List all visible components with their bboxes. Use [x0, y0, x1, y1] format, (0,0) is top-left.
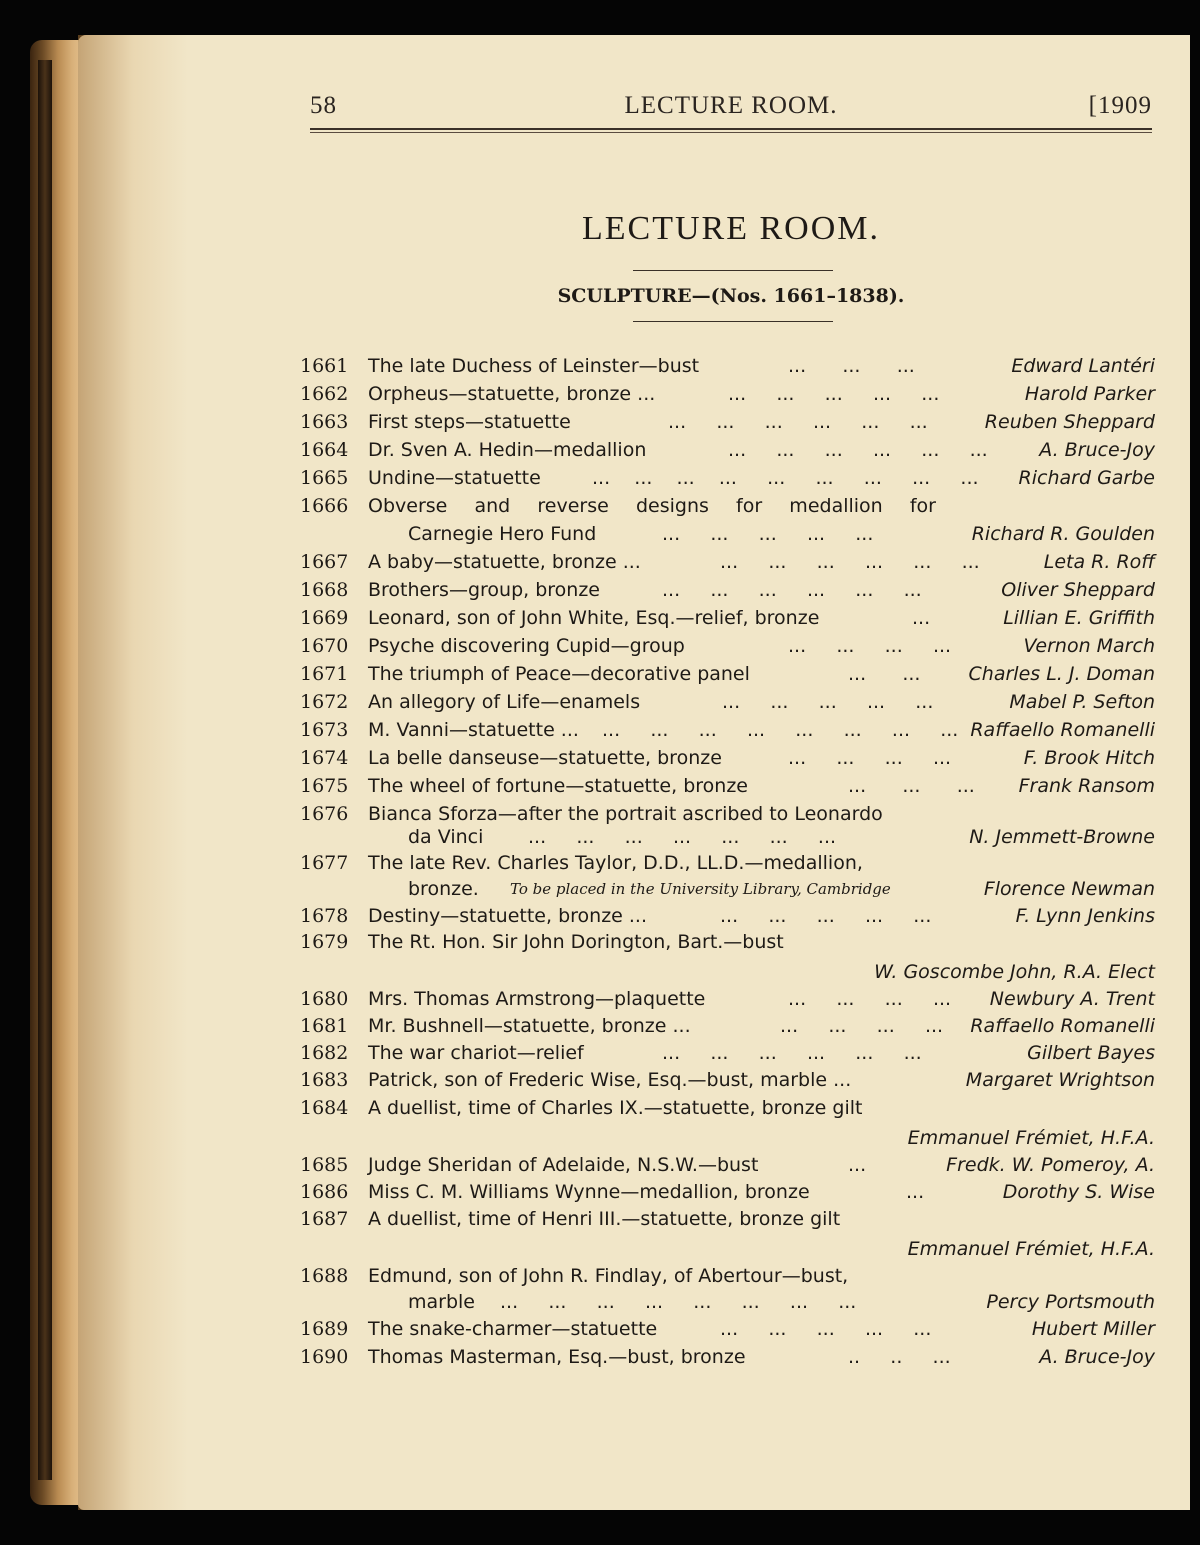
leader-dots: ... ... ... ... ... ... [728, 439, 988, 461]
entry-artist: Newbury A. Trent [989, 988, 1155, 1010]
entry-artist: Emmanuel Frémiet, H.F.A. [907, 1238, 1155, 1260]
entry-number: 1686 [300, 1181, 349, 1203]
leader-dots: ... ... ... ... ... [720, 1318, 932, 1340]
leader-dots: ... [906, 1181, 925, 1203]
entry-note: To be placed in the University Library, Cambridge [510, 880, 891, 898]
entry-title: Edmund, son of John R. Findlay, of Abertour—bust, [368, 1265, 849, 1287]
entry-artist: Edward Lantéri [1011, 355, 1155, 377]
catalogue-entry [300, 1208, 1155, 1236]
entry-title: Orpheus—statuette, bronze ... [368, 383, 656, 405]
entry-number: 1664 [300, 439, 349, 461]
catalogue-entry-continued [300, 826, 1155, 854]
catalogue-entry [300, 1015, 1155, 1043]
running-year: [1909 [1088, 92, 1152, 119]
header-rule-thin [310, 132, 1152, 133]
catalogue-entry-continued [300, 961, 1155, 989]
leader-dots: ... ... ... ... [788, 747, 952, 769]
entry-number: 1677 [300, 852, 349, 874]
entry-number: 1681 [300, 1015, 349, 1037]
running-head [310, 92, 1152, 126]
catalogue-entry [300, 551, 1155, 579]
catalogue-entry [300, 1097, 1155, 1125]
entry-title-continued: Carnegie Hero Fund [408, 523, 597, 545]
entry-number: 1685 [300, 1154, 349, 1176]
leader-dots: ... ... ... ... ... [720, 905, 932, 927]
leader-dots: ... ... ... ... ... ... [662, 579, 922, 601]
entry-number: 1666 [300, 495, 349, 517]
catalogue-entry-continued [300, 1291, 1155, 1319]
entry-title: M. Vanni—statuette ... [368, 719, 579, 741]
entry-title: A duellist, time of Charles IX.—statuette, bronze gilt [368, 1097, 863, 1119]
page-number: 58 [310, 92, 337, 119]
entry-number: 1672 [300, 691, 349, 713]
entry-title: Psyche discovering Cupid—group [368, 635, 685, 657]
entry-artist: N. Jemmett-Browne [969, 826, 1155, 848]
catalogue-entry [300, 931, 1155, 959]
catalogue-entry [300, 607, 1155, 635]
entry-artist: W. Goscombe John, R.A. Elect [874, 961, 1155, 983]
entry-number: 1670 [300, 635, 349, 657]
title-rule [633, 270, 833, 271]
entry-number: 1690 [300, 1346, 349, 1368]
catalogue-entry [300, 1069, 1155, 1097]
catalogue-entry [300, 1346, 1155, 1374]
catalogue-entry [300, 988, 1155, 1016]
entry-number: 1665 [300, 467, 349, 489]
entry-title-continued: bronze. [408, 878, 479, 900]
entry-title: Bianca Sforza—after the portrait ascribed to Leonardo [368, 803, 883, 825]
catalogue-entry-continued [300, 878, 1155, 906]
entry-title: Judge Sheridan of Adelaide, N.S.W.—bust [368, 1154, 759, 1176]
entry-title: The war chariot—relief [368, 1042, 584, 1064]
entry-number: 1678 [300, 905, 349, 927]
entry-artist: Harold Parker [1024, 383, 1155, 405]
page-title: LECTURE ROOM. [582, 210, 880, 247]
entry-title: Leonard, son of John White, Esq.—relief, bronze [368, 607, 820, 629]
section-rule [633, 321, 833, 322]
entry-number: 1683 [300, 1069, 349, 1091]
entry-number: 1671 [300, 663, 349, 685]
leader-dots: ... ... ... ... ... ... ... ... [602, 719, 959, 741]
entry-artist: A. Bruce-Joy [1039, 1346, 1155, 1368]
catalogue-entry [300, 635, 1155, 663]
entry-artist: Vernon March [1023, 635, 1155, 657]
entry-artist: Lillian E. Griffith [1003, 607, 1155, 629]
entry-number: 1667 [300, 551, 349, 573]
catalogue-entry [300, 439, 1155, 467]
catalogue-entry [300, 411, 1155, 439]
entry-title: The wheel of fortune—statuette, bronze [368, 775, 748, 797]
entry-artist: Margaret Wrightson [965, 1069, 1155, 1091]
entry-artist: F. Lynn Jenkins [1015, 905, 1155, 927]
entry-title: Mr. Bushnell—statuette, bronze ... [368, 1015, 691, 1037]
entry-title: Obverse and reverse designs for medallion for [368, 495, 936, 517]
catalogue-entry [300, 1042, 1155, 1070]
leader-dots: .. .. ... [848, 1346, 951, 1368]
catalogue-entry [300, 852, 1155, 880]
entry-number: 1662 [300, 383, 349, 405]
catalogue-entry [300, 1265, 1155, 1293]
leader-dots: ... ... ... ... ... ... ... [528, 826, 837, 848]
entry-number: 1684 [300, 1097, 349, 1119]
entry-number: 1676 [300, 803, 349, 825]
entry-title: Brothers—group, bronze [368, 579, 600, 601]
entry-title: A baby—statuette, bronze ... [368, 551, 641, 573]
catalogue-entry-continued [300, 523, 1155, 551]
entry-title: The Rt. Hon. Sir John Dorington, Bart.—bust [368, 931, 784, 953]
leader-dots: ... ... ... ... ... ... [662, 1042, 922, 1064]
leader-dots: ... ... ... ... ... ... [720, 551, 980, 573]
catalogue-entry [300, 691, 1155, 719]
entry-artist: Richard R. Goulden [971, 523, 1155, 545]
entry-artist: Raffaello Romanelli [970, 719, 1155, 741]
leader-dots: ... ... ... ... [788, 988, 952, 1010]
entry-title: Dr. Sven A. Hedin—medallion [368, 439, 647, 461]
entry-artist: Charles L. J. Doman [968, 663, 1155, 685]
entry-title: Thomas Masterman, Esq.—bust, bronze [368, 1346, 746, 1368]
entry-number: 1679 [300, 931, 349, 953]
catalogue-entry [300, 1318, 1155, 1346]
entry-artist: Hubert Miller [1031, 1318, 1155, 1340]
entry-artist: Leta R. Roff [1043, 551, 1155, 573]
leader-dots: ... ... ... [848, 775, 975, 797]
entry-title: Mrs. Thomas Armstrong—plaquette [368, 988, 706, 1010]
entry-artist: Frank Ransom [1018, 775, 1155, 797]
entry-artist: Gilbert Bayes [1027, 1042, 1155, 1064]
entry-title: La belle danseuse—statuette, bronze [368, 747, 722, 769]
entry-title: Patrick, son of Frederic Wise, Esq.—bust, marble ... [368, 1069, 852, 1091]
entry-artist: Fredk. W. Pomeroy, A. [946, 1154, 1155, 1176]
catalogue-entry [300, 467, 1155, 495]
entry-title: An allegory of Life—enamels [368, 691, 641, 713]
entry-number: 1669 [300, 607, 349, 629]
entry-number: 1674 [300, 747, 349, 769]
entry-artist: Mabel P. Sefton [1009, 691, 1155, 713]
catalogue-entry-continued [300, 1238, 1155, 1266]
catalogue-entry [300, 495, 1155, 523]
catalogue-entry [300, 579, 1155, 607]
entry-artist: Richard Garbe [1018, 467, 1155, 489]
entry-title: Undine—statuette [368, 467, 541, 489]
entry-number: 1661 [300, 355, 349, 377]
entry-number: 1687 [300, 1208, 349, 1230]
entry-artist: Dorothy S. Wise [1002, 1181, 1155, 1203]
entry-artist: Florence Newman [983, 878, 1155, 900]
catalogue-entry [300, 355, 1155, 383]
catalogue-entry [300, 905, 1155, 933]
entry-artist: F. Brook Hitch [1023, 747, 1155, 769]
entry-number: 1675 [300, 775, 349, 797]
leader-dots: ... ... ... ... ... [728, 383, 940, 405]
entry-title: The snake-charmer—statuette [368, 1318, 658, 1340]
entry-artist: Oliver Sheppard [1001, 579, 1155, 601]
leader-dots: ... ... ... ... [780, 1015, 944, 1037]
leader-dots: ... [912, 607, 931, 629]
catalogue-entry [300, 663, 1155, 691]
entry-artist: Raffaello Romanelli [970, 1015, 1155, 1037]
header-rule [310, 128, 1152, 130]
catalogue-entry [300, 747, 1155, 775]
catalogue-entry [300, 1181, 1155, 1209]
entry-title-continued: marble [408, 1291, 475, 1313]
entry-number: 1668 [300, 579, 349, 601]
entry-number: 1688 [300, 1265, 349, 1287]
entry-title: Destiny—statuette, bronze ... [368, 905, 648, 927]
catalogue-entry [300, 775, 1155, 803]
section-heading: SCULPTURE—(Nos. 1661–1838). [557, 285, 905, 307]
catalogue-entry [300, 1154, 1155, 1182]
leader-dots: ... ... ... ... ... [662, 523, 874, 545]
entry-artist: Reuben Sheppard [984, 411, 1155, 433]
leader-dots: ... ... ... ... [788, 635, 952, 657]
leader-dots: ... ... ... [788, 355, 915, 377]
entry-title: The late Duchess of Leinster—bust [368, 355, 700, 377]
book-spine [38, 60, 52, 1480]
leader-dots: ... ... ... ... ... [722, 691, 934, 713]
entry-artist: A. Bruce-Joy [1039, 439, 1155, 461]
catalogue-entry [300, 719, 1155, 747]
entry-title-continued: da Vinci [408, 826, 484, 848]
entry-title: Miss C. M. Williams Wynne—medallion, bronze [368, 1181, 810, 1203]
entry-number: 1680 [300, 988, 349, 1010]
entry-number: 1682 [300, 1042, 349, 1064]
entry-number: 1663 [300, 411, 349, 433]
entry-number: 1689 [300, 1318, 349, 1340]
leader-dots: ... ... [848, 663, 921, 685]
entry-title: The late Rev. Charles Taylor, D.D., LL.D.—medallion, [368, 852, 863, 874]
page-gutter-shadow [78, 35, 188, 1510]
entry-title: The triumph of Peace—decorative panel [368, 663, 750, 685]
leader-dots: ... ... ... ... ... ... [668, 411, 928, 433]
running-title: LECTURE ROOM. [624, 92, 838, 119]
entry-artist: Emmanuel Frémiet, H.F.A. [907, 1127, 1155, 1149]
leader-dots: ... [848, 1154, 867, 1176]
entry-number: 1673 [300, 719, 349, 741]
entry-title: A duellist, time of Henri III.—statuette, bronze gilt [368, 1208, 841, 1230]
catalogue-entry [300, 383, 1155, 411]
entry-artist: Percy Portsmouth [986, 1291, 1155, 1313]
entry-title: First steps—statuette [368, 411, 571, 433]
leader-dots: ... ... ... ... ... ... ... ... ... [592, 467, 979, 489]
leader-dots: ... ... ... ... ... ... ... ... [500, 1291, 857, 1313]
catalogue-entry-continued [300, 1127, 1155, 1155]
